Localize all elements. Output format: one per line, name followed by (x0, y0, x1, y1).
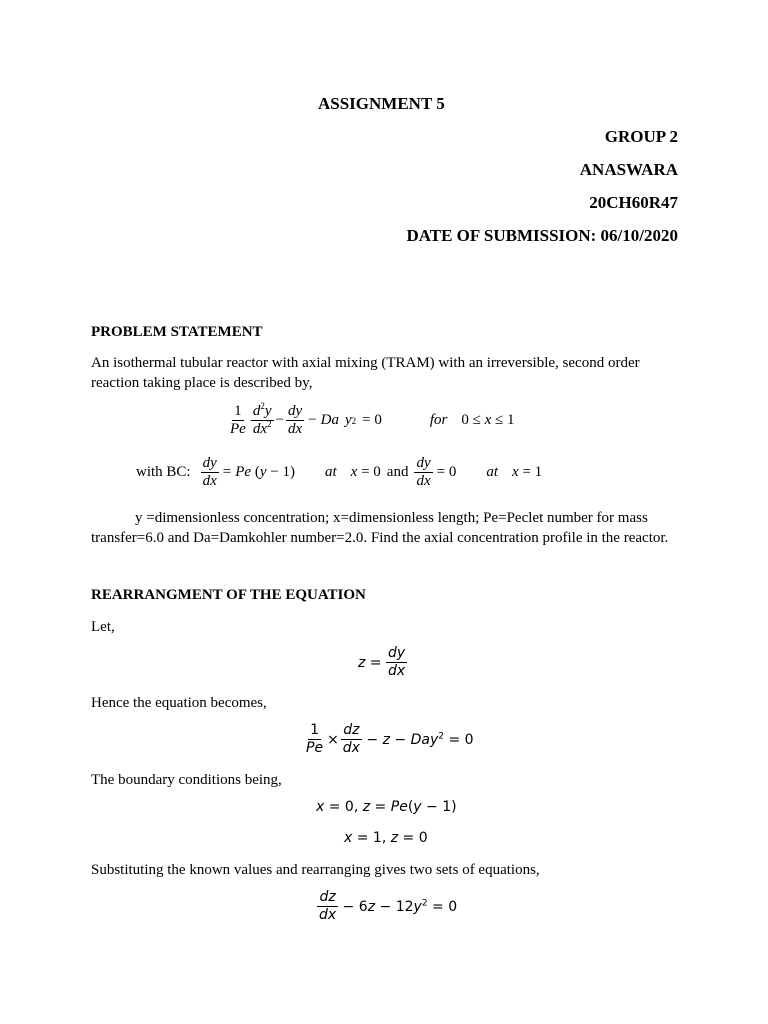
boundary-conditions: with BC: $\frac{dy}{dx}$ = Pe ( y − 1) at x = 0 and $\frac{dy}{dx}$ = 0 at x = 1 (136, 455, 543, 489)
roll-number: 20CH60R47 (589, 193, 678, 212)
bc-equation-2: x = 1, z = 0 (344, 830, 428, 846)
group-label: GROUP 2 (604, 127, 678, 146)
governing-equation: $\frac{1}{Pe}$ $\frac{d^2y}{dx^2}$ − $\frac{dy}{dx}$ − Da y 2 = 0 for 0 ≤ x ≤ 1 (230, 401, 515, 437)
document-title: ASSIGNMENT 5 (318, 94, 445, 113)
substitution-equation: z = $\frac{dy}{dx}$ (358, 645, 406, 679)
substitution-text: Substituting the known values and rearranging gives two sets of equations, (91, 862, 540, 878)
hence-text: Hence the equation becomes, (91, 695, 267, 711)
description-line-1: y =dimensionless concentration; x=dimensionless length; Pe=Peclet number for mass (135, 510, 648, 526)
problem-line-2: reaction taking place is described by, (91, 375, 313, 391)
problem-heading: PROBLEM STATEMENT (91, 324, 263, 340)
student-name: ANASWARA (579, 160, 678, 179)
submission-date: DATE OF SUBMISSION: 06/10/2020 (406, 226, 678, 245)
final-equation: $\frac{dz}{dx}$ − $6z - 12y^2 = 0$ (319, 889, 458, 923)
bc-equation-1: x = 0, z = Pe ( y − 1) (316, 799, 457, 815)
rearrangement-heading: REARRANGMENT OF THE EQUATION (91, 587, 366, 603)
let-text: Let, (91, 619, 115, 635)
problem-line-1: An isothermal tubular reactor with axial mixing (TRAM) with an irreversible, second order (91, 355, 640, 371)
bc-label: with BC: (136, 464, 191, 480)
description-line-2: transfer=6.0 and Da=Damkohler number=2.0. Find the axial concentration profile in the reactor. (91, 530, 669, 546)
transformed-equation: $\frac{1}{Pe}$ × $\frac{dz}{dx}$ − z − Day$^2$ = 0 (306, 722, 474, 756)
bc-intro-text: The boundary conditions being, (91, 772, 282, 788)
bc-and: and (386, 464, 409, 480)
